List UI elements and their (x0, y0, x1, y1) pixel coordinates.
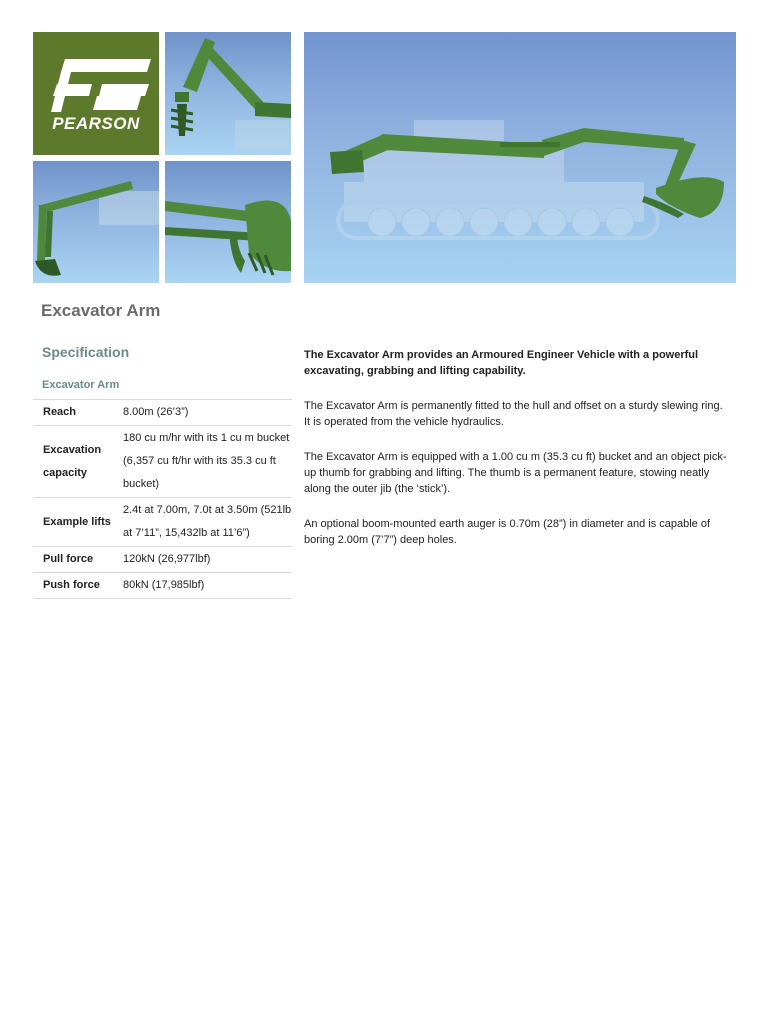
spec-row-excavation-capacity (33, 426, 292, 498)
spec-value: 8.00m (26’3”) (123, 400, 292, 426)
spec-label: Pull force (33, 547, 123, 573)
description-paragraph: The Excavator Arm is permanently fitted to the hull and offset on a sturdy slewing ring. It is operated from the vehicle hydraulics. (304, 400, 723, 428)
excavator-auger-illustration (165, 32, 291, 155)
pe-monogram-icon (33, 32, 159, 155)
gallery-image-arm-side[interactable] (33, 161, 159, 283)
page-title: Excavator Arm (41, 301, 161, 320)
specification-heading: Specification (42, 344, 130, 360)
specification-subheading: Excavator Arm (42, 379, 120, 391)
excavator-side-illustration (33, 161, 159, 283)
pearson-logo[interactable] (33, 32, 159, 155)
spec-label: Reach (33, 400, 123, 426)
spec-value: 120kN (26,977lbf) (123, 547, 292, 573)
description-paragraph: An optional boom-mounted earth auger is 0.70m (28”) in diameter and is capable of boring 2.00m (7’7”) deep holes. (304, 518, 711, 546)
spec-label: Example lifts (33, 498, 123, 547)
spec-row-pull-force (33, 547, 292, 573)
gallery-image-bucket-thumb[interactable] (165, 161, 291, 283)
spec-value: 2.4t at 7.00m, 7.0t at 3.50m (521lb at 7’11”, 15,432lb at 11’6”) (123, 498, 292, 547)
specification-table (33, 399, 292, 599)
bucket-closeup-illustration (165, 161, 291, 283)
spec-row-example-lifts (33, 498, 292, 547)
logo-wordmark: PEARSON (52, 114, 140, 133)
description-lead: The Excavator Arm provides an Armoured Engineer Vehicle with a powerful excavating, grabbing and lifting capability. (304, 349, 699, 377)
description-paragraph: The Excavator Arm is equipped with a 1.00 cu m (35.3 cu ft) bucket and an object pick-up thumb for grabbing and lifting. The thumb is a permanent feature, stowing neatly along the outer jib (the ‘stick’). (304, 451, 727, 495)
spec-value: 180 cu m/hr with its 1 cu m bucket (6,357 cu ft/hr with its 35.3 cu ft bucket) (123, 426, 292, 498)
spec-row-push-force (33, 573, 292, 599)
gallery-image-auger[interactable] (165, 32, 291, 155)
spec-label: Excavation capacity (33, 426, 123, 498)
spec-row-reach (33, 400, 292, 426)
armoured-vehicle-illustration (304, 32, 736, 283)
spec-label: Push force (33, 573, 123, 599)
product-description (304, 347, 730, 567)
hero-image-vehicle[interactable] (304, 32, 736, 283)
spec-value: 80kN (17,985lbf) (123, 573, 292, 599)
